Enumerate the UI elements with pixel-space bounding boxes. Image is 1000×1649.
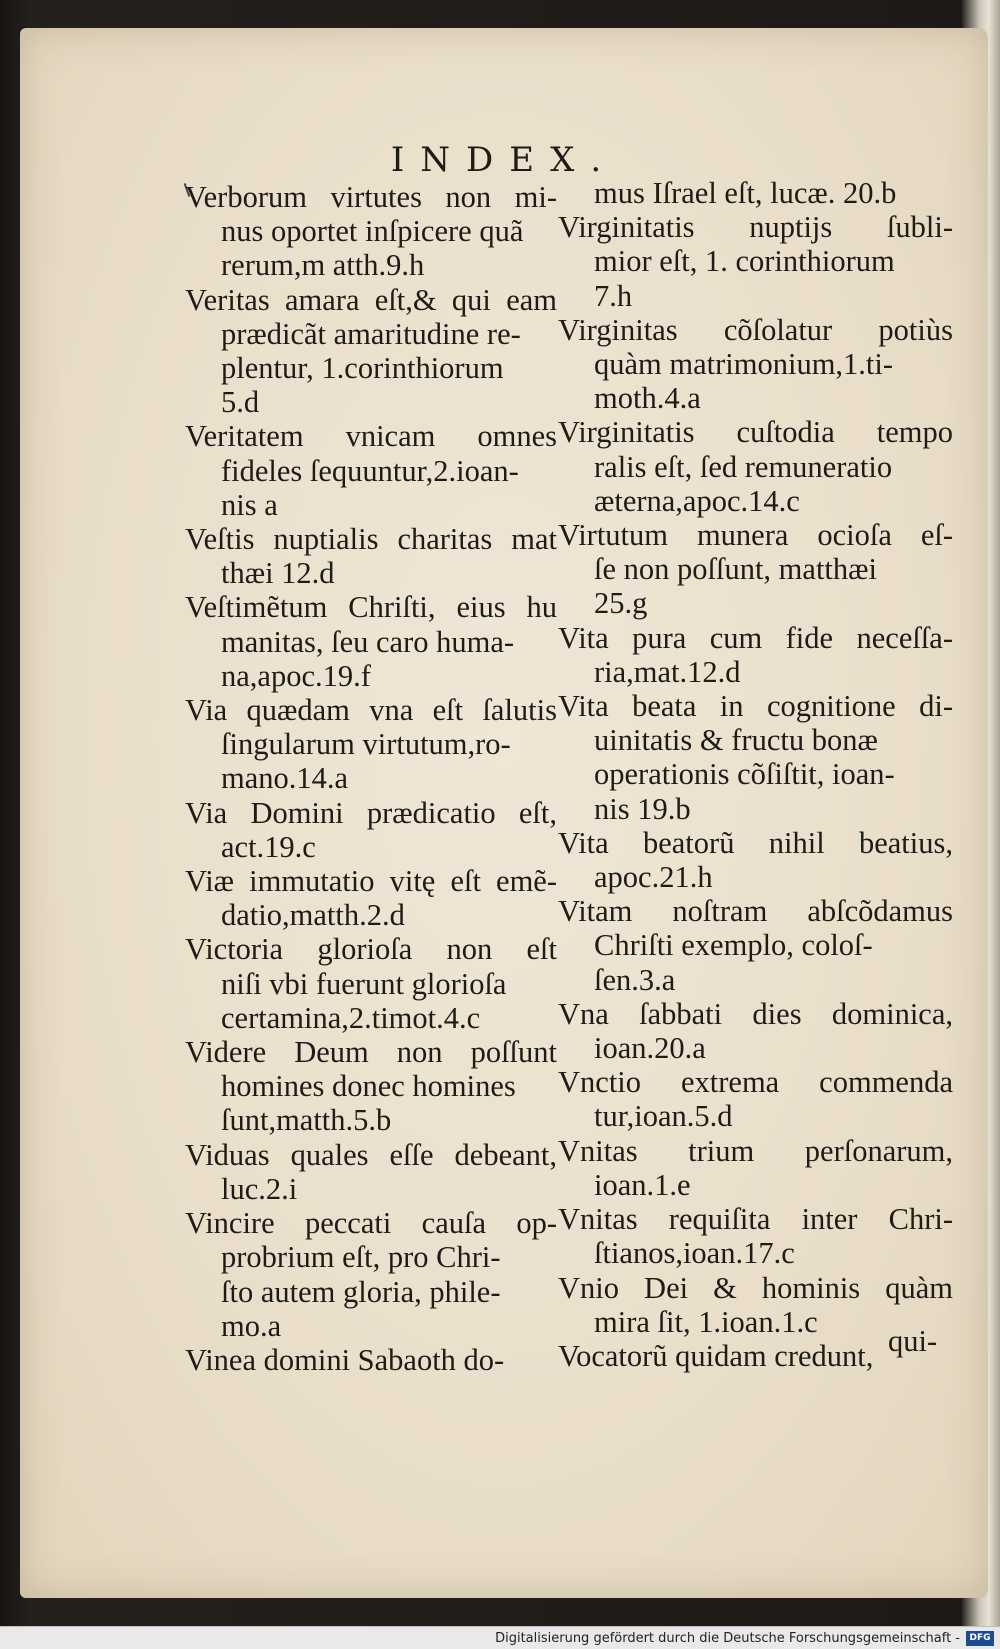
entry-headline: Veritatem vnicam omnes xyxy=(185,419,557,454)
digitization-footer xyxy=(0,1626,1000,1649)
entry-continuation: mo.a xyxy=(221,1308,282,1343)
entry-headline: Virginitatis cuſtodia tempo xyxy=(558,415,953,450)
index-entry xyxy=(558,176,953,210)
entry-continuation: ſen.3.a xyxy=(594,962,676,997)
entry-headline: Veſtimẽtum Chriſti, eius hu xyxy=(185,590,557,625)
entry-continuation: ioan.1.e xyxy=(594,1167,691,1202)
entry-headline: Via quædam vna eſt ſalutis xyxy=(185,693,557,728)
entry-continuation: operationis cõſiſtit, ioan- xyxy=(594,757,895,792)
entry-continuation: ſunt,matth.5.b xyxy=(221,1103,392,1138)
entry-continuation: prædicãt amaritudine re- xyxy=(221,316,521,351)
entry-headline: Vocatorũ quidam credunt, xyxy=(558,1338,874,1373)
index-entry xyxy=(558,997,953,1065)
index-entry xyxy=(558,1202,953,1270)
index-entry xyxy=(558,621,953,689)
entry-continuation: ſto autem gloria, phile- xyxy=(221,1274,501,1309)
index-entry xyxy=(185,1138,557,1206)
entry-headline: Vita beatorũ nihil beatius, xyxy=(558,825,953,860)
entry-headline: Vnitas trium perſonarum, xyxy=(558,1133,953,1168)
entry-continuation: nis 19.b xyxy=(594,791,691,826)
entry-headline: Vita pura cum fide neceſſa- xyxy=(558,620,953,655)
entry-continuation: act.19.c xyxy=(221,829,316,864)
entry-continuation: probrium eſt, pro Chri- xyxy=(221,1240,501,1275)
entry-continuation: ſe non poſſunt, matthæi xyxy=(594,552,877,587)
entry-continuation: rerum,m atth.9.h xyxy=(221,248,425,283)
index-entry xyxy=(558,415,953,518)
entry-headline: Vnio Dei & hominis quàm xyxy=(558,1270,953,1305)
entry-continuation: ioan.20.a xyxy=(594,1031,706,1066)
entry-continuation: ria,mat.12.d xyxy=(594,654,741,689)
index-entry xyxy=(185,283,557,420)
entry-headline: Vnitas requiſita inter Chri- xyxy=(558,1202,953,1237)
entry-headline: Virtutum munera ocioſa eſ- xyxy=(558,518,953,553)
entry-continuation: mano.14.a xyxy=(221,761,349,796)
index-entry xyxy=(558,826,953,894)
index-entry xyxy=(185,1206,557,1343)
entry-continuation: datio,matth.2.d xyxy=(221,898,405,933)
entry-headline: Vnctio extrema commenda xyxy=(558,1065,953,1100)
entry-headline: Viæ immutatio vitę eſt emẽ- xyxy=(185,864,557,899)
index-column-right xyxy=(558,176,953,1373)
index-entry xyxy=(185,419,557,522)
entry-continuation: 7.h xyxy=(594,278,633,313)
index-entry xyxy=(558,518,953,621)
entry-headline: Vitam noſtram abſcõdamus xyxy=(558,894,953,929)
entry-continuation: uinitatis & fructu bonæ xyxy=(594,723,878,758)
entry-continuation: thæi 12.d xyxy=(221,556,335,591)
entry-continuation: moth.4.a xyxy=(594,381,701,416)
index-entry xyxy=(185,1035,557,1138)
entry-continuation: homines donec homines xyxy=(221,1069,516,1104)
entry-headline: Via Domini prædicatio eſt, xyxy=(185,795,557,830)
entry-continuation: ſtianos,ioan.17.c xyxy=(594,1236,795,1271)
entry-headline: Veritas amara eſt,& qui eam xyxy=(185,282,557,317)
index-entry xyxy=(558,1065,953,1133)
entry-continuation: 25.g xyxy=(594,586,648,621)
index-entry xyxy=(185,796,557,864)
entry-continuation: ſingularum virtutum,ro- xyxy=(221,727,511,762)
book-page xyxy=(20,28,988,1598)
catchword: qui- xyxy=(888,1324,938,1358)
index-entry xyxy=(185,180,557,283)
page-header: INDEX. xyxy=(390,140,618,180)
entry-headline: Vinea domini Sabaoth do- xyxy=(185,1342,505,1377)
index-column-left xyxy=(185,180,557,1377)
entry-continuation: ralis eſt, ſed remuneratio xyxy=(594,449,893,484)
entry-continuation: certamina,2.timot.4.c xyxy=(221,1000,481,1035)
entry-continuation: 5.d xyxy=(221,385,260,420)
entry-continuation: nis a xyxy=(221,487,278,522)
dfg-logo: DFG xyxy=(966,1631,994,1646)
entry-headline: mus Iſrael eſt, lucæ. 20.b xyxy=(594,176,897,210)
index-entry xyxy=(558,313,953,416)
index-entry xyxy=(185,522,557,590)
entry-headline: Virginitatis nuptijs ſubli- xyxy=(558,210,953,245)
entry-headline: Virginitas cõſolatur potiùs xyxy=(558,312,953,347)
index-entry xyxy=(185,932,557,1035)
index-entry xyxy=(185,1343,557,1377)
entry-headline: Vna ſabbati dies dominica, xyxy=(558,996,953,1031)
entry-continuation: nus oportet inſpicere quã xyxy=(221,214,524,249)
index-entry xyxy=(185,693,557,796)
index-entry xyxy=(558,689,953,826)
entry-headline: Vincire peccati cauſa op- xyxy=(185,1206,557,1241)
entry-continuation: apoc.21.h xyxy=(594,860,713,895)
index-entry xyxy=(185,590,557,693)
entry-continuation: æterna,apoc.14.c xyxy=(594,483,800,518)
entry-continuation: na,apoc.19.f xyxy=(221,658,371,693)
entry-continuation: manitas, ſeu caro huma- xyxy=(221,624,515,659)
entry-headline: Viduas quales eſſe debeant, xyxy=(185,1137,557,1172)
entry-continuation: fideles ſequuntur,2.ioan- xyxy=(221,453,519,488)
entry-headline: Veſtis nuptialis charitas mat xyxy=(185,522,557,557)
entry-continuation: niſi vbi fuerunt glorioſa xyxy=(221,966,507,1001)
entry-continuation: tur,ioan.5.d xyxy=(594,1099,733,1134)
entry-headline: Videre Deum non poſſunt xyxy=(185,1035,557,1070)
entry-continuation: Chriſti exemplo, coloſ- xyxy=(594,928,873,963)
entry-headline: Vita beata in cognitione di- xyxy=(558,689,953,724)
entry-continuation: mior eſt, 1. corinthiorum xyxy=(594,244,895,279)
entry-continuation: luc.2.i xyxy=(221,1171,298,1206)
index-entry xyxy=(185,864,557,932)
entry-headline: Verborum virtutes non mi- xyxy=(185,180,557,214)
index-entry xyxy=(558,1134,953,1202)
entry-headline: Victoria glorioſa non eſt xyxy=(185,932,557,967)
entry-continuation: quàm matrimonium,1.ti- xyxy=(594,347,894,382)
index-entry xyxy=(558,210,953,313)
footer-credit: Digitalisierung gefördert durch die Deutsche Forschungsgemeinschaft - xyxy=(495,1631,960,1646)
entry-continuation: plentur, 1.corinthiorum xyxy=(221,351,504,386)
entry-continuation: mira ſit, 1.ioan.1.c xyxy=(594,1304,818,1339)
index-entry xyxy=(558,894,953,997)
